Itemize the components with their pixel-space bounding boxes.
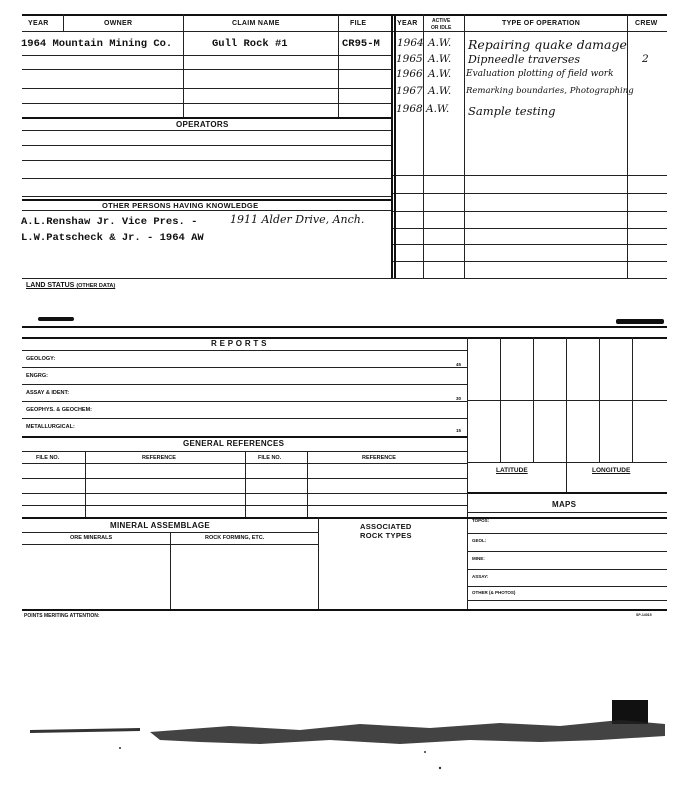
operation-status: A.W. bbox=[428, 85, 452, 97]
report-label-engrg: ENGRG: bbox=[26, 373, 48, 379]
operation-status: A.W. bbox=[428, 37, 452, 49]
operation-year: 1968 bbox=[396, 103, 423, 115]
file-entry: CR95-M bbox=[342, 38, 380, 50]
rock-types-label: ROCK TYPES bbox=[360, 531, 412, 540]
report-label-metallurgical: METALLURGICAL: bbox=[26, 424, 75, 430]
operation-year: 1965 bbox=[396, 53, 423, 65]
header-active: ACTIVE bbox=[432, 18, 451, 24]
maps-assay: ASSAY: bbox=[472, 574, 489, 579]
header-type-of-operation: TYPE OF OPERATION bbox=[502, 20, 581, 27]
longitude-label: LONGITUDE bbox=[592, 467, 631, 474]
form-number: SP-14015 bbox=[636, 613, 652, 617]
operation-status: A.W. bbox=[428, 68, 452, 80]
operation-type: Sample testing bbox=[468, 104, 556, 118]
ore-minerals-label: ORE MINERALS bbox=[70, 535, 113, 541]
report-number: 15 bbox=[456, 428, 462, 433]
operators-heading: OPERATORS bbox=[176, 120, 229, 129]
header-year: YEAR bbox=[28, 20, 49, 27]
section-divider bbox=[22, 326, 667, 328]
header-or-idle: OR IDLE bbox=[431, 25, 452, 31]
latitude-label: LATITUDE bbox=[496, 467, 528, 474]
operation-crew: 2 bbox=[642, 53, 649, 65]
operation-year: 1967 bbox=[396, 85, 423, 97]
reports-heading: R E P O R T S bbox=[211, 339, 267, 348]
report-number: 45 bbox=[456, 362, 462, 367]
knowledge-person-1: A.L.Renshaw Jr. Vice Pres. - bbox=[21, 216, 198, 228]
associated-label: ASSOCIATED bbox=[360, 522, 412, 531]
maps-geol: GEOL: bbox=[472, 538, 487, 543]
owner-entry: 1964 Mountain Mining Co. bbox=[21, 38, 173, 50]
header-claim-name: CLAIM NAME bbox=[232, 20, 280, 27]
ref-col-reference-2: REFERENCE bbox=[362, 455, 396, 461]
points-meriting-attention: POINTS MERITING ATTENTION: bbox=[24, 613, 100, 619]
ref-col-file-no: FILE NO. bbox=[36, 455, 60, 461]
scan-artifact bbox=[0, 690, 678, 780]
operation-type: Remarking boundaries, Photographing bbox=[466, 86, 634, 96]
header-year-2: YEAR bbox=[397, 20, 418, 27]
maps-mine: MINE: bbox=[472, 556, 485, 561]
operation-year: 1964 bbox=[397, 37, 424, 49]
claim-name-entry: Gull Rock #1 bbox=[212, 38, 288, 50]
ref-col-file-no-2: FILE NO. bbox=[258, 455, 282, 461]
operation-status: A.W. bbox=[428, 53, 452, 65]
rock-forming-label: ROCK FORMING, ETC. bbox=[205, 535, 265, 541]
knowledge-person-2: L.W.Patscheck & Jr. - 1964 AW bbox=[21, 232, 204, 244]
general-references-heading: GENERAL REFERENCES bbox=[183, 439, 285, 448]
header-crew: CREW bbox=[635, 20, 658, 27]
ref-col-reference: REFERENCE bbox=[142, 455, 176, 461]
operation-year: 1966 bbox=[396, 68, 423, 80]
ink-smudge bbox=[38, 317, 74, 321]
operation-type: Dipneedle traverses bbox=[468, 53, 581, 66]
maps-heading: MAPS bbox=[552, 500, 577, 509]
operation-status: A.W. bbox=[426, 103, 450, 115]
report-label-geophys: GEOPHYS. & GEOCHEM: bbox=[26, 407, 93, 413]
operation-type: Evaluation plotting of field work bbox=[466, 69, 614, 79]
knowledge-person-1-address: 1911 Alder Drive, Anch. bbox=[230, 213, 365, 226]
report-label-geology: GEOLOGY: bbox=[26, 356, 56, 362]
report-label-assay: ASSAY & IDENT: bbox=[26, 390, 70, 396]
mineral-assemblage-heading: MINERAL ASSEMBLAGE bbox=[110, 521, 211, 530]
operation-type: Repairing quake damage bbox=[468, 37, 627, 52]
header-file: FILE bbox=[350, 20, 367, 27]
ink-smudge bbox=[616, 319, 664, 324]
land-status-label: LAND STATUS (OTHER DATA) bbox=[26, 282, 116, 289]
maps-topos: TOPOS: bbox=[472, 518, 490, 523]
maps-other-photos: OTHER (& PHOTOS) bbox=[472, 590, 516, 595]
report-number: 30 bbox=[456, 396, 462, 401]
header-owner: OWNER bbox=[104, 20, 133, 27]
knowledge-heading: OTHER PERSONS HAVING KNOWLEDGE bbox=[102, 201, 259, 210]
